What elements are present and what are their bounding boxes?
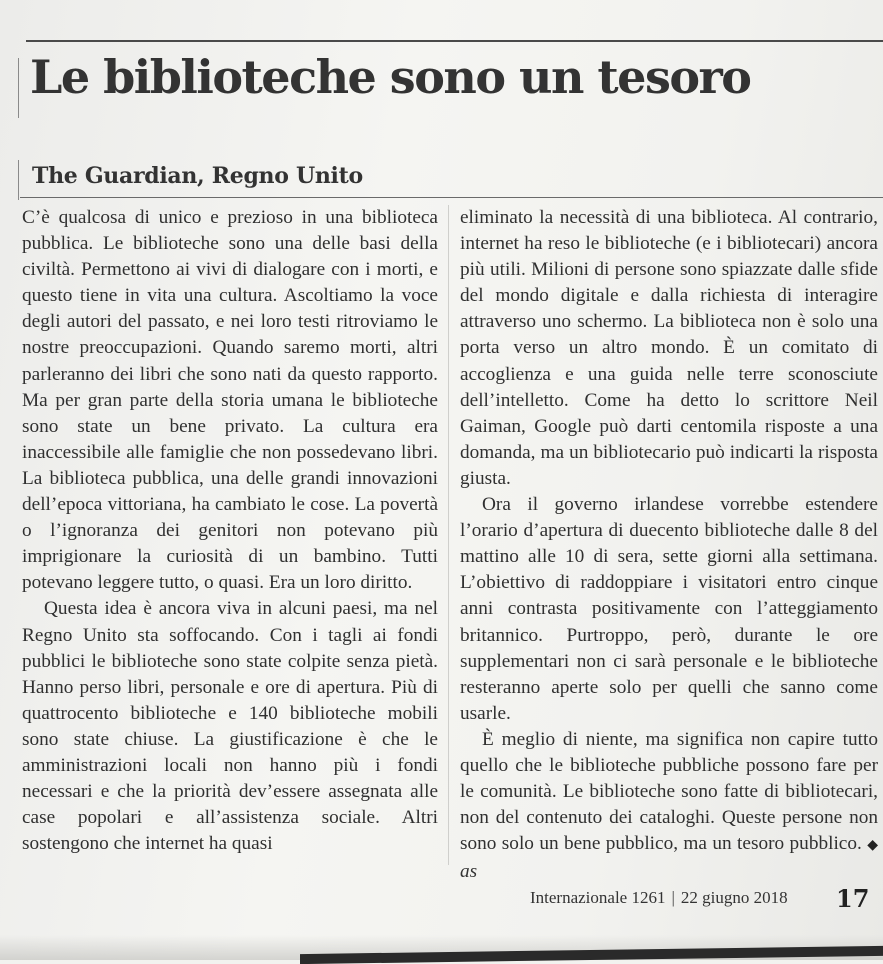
top-rule [26, 40, 883, 42]
page-number: 17 [836, 884, 870, 913]
footer-separator: | [671, 888, 675, 907]
paragraph: C’è qualcosa di unico e prezioso in una biblioteca pubblica. Le biblioteche sono una delle basi della civiltà. Permettono ai vivi di dialogare con i morti, e questo tiene in vita una cultura. Ascoltiamo la voce degli autori del passato, e nei loro testi ritroviamo le nostre preoccupazioni. Quando saremo morti, altri parleranno dei libri che sono nati da questo rapporto. Ma per gran parte della storia umana le biblioteche sono state un bene privato. La cultura era inaccessibile alle famiglie che non possedevano libri. La biblioteca pubblica, una delle grandi innovazioni dell’epoca vittoriana, ha cambiato le cose. La povertà o l’ignoranza dei genitori non potevano più imprigionare la curiosità di un bambino. Tutti potevano leggere tutto, o quasi. Era un loro diritto. [22, 207, 438, 594]
end-mark-icon: ◆ [867, 838, 878, 854]
publication-date: 22 giugno 2018 [680, 888, 788, 907]
paragraph-continued: eliminato la necessità di una biblioteca. Al contrario, internet ha reso le biblioteche (e i bibliotecari) ancora più utili. Milioni di persone sono spiazzate dalle sfide del mondo digitale e dalla richiesta di interagire attraverso uno schermo. La biblioteca non è solo una porta verso un altro mondo. È un comitato di accoglienza e una guida nelle terre sconosciute dell’intelletto. Come ha detto lo scrittore Neil Gaiman, Google può darti centomila risposte a una domanda, ma un bibliotecario può indicarti la risposta giusta. [460, 207, 878, 489]
bleed-through-text [440, 0, 883, 34]
page-footer [530, 888, 788, 908]
paragraph: Questa idea è ancora viva in alcuni paesi, ma nel Regno Unito sta soffocando. Con i tagli ai fondi pubblici le biblioteche sono state colpite senza pietà. Hanno perso libri, personale e ore di apertura. Più di quattrocento biblioteche e 140 biblioteche mobili sono state chiuse. La giustificazione è che le amministrazioni locali non hanno più i fondi necessari e che la priorità dev’essere assegnata alle case popolari e all’assistenza sociale. Altri sostengono che internet ha quasi [22, 598, 438, 855]
source-rule [20, 197, 883, 198]
paragraph-final [460, 727, 878, 886]
publication-issue: Internazionale 1261 [530, 888, 666, 907]
article-headline: Le biblioteche sono un tesoro [30, 50, 751, 104]
article-column-left [22, 205, 438, 857]
author-signature: as [460, 861, 478, 883]
side-rule [18, 58, 19, 118]
article-column-right [460, 205, 878, 885]
column-divider [448, 205, 449, 865]
article-source: The Guardian, Regno Unito [32, 163, 363, 189]
final-paragraph-text: È meglio di niente, ma significa non capire tutto quello che le biblioteche pubbliche possono fare per le comunità. Le biblioteche sono fatte di bibliotecari, non del contenuto dei cataloghi. Queste persone non sono solo un bene pubblico, ma un tesoro pubblico. [460, 728, 878, 855]
paragraph: Ora il governo irlandese vorrebbe estendere l’orario d’apertura di duecento biblioteche dalle 8 del mattino alle 10 di sera, sette giorni alla settimana. L’obiettivo di raddoppiare i visitatori entro cinque anni contrasta positivamente con l’atteggiamento britannico. Purtroppo, però, durante le ore supplementari non ci sarà personale e le biblioteche resteranno aperte solo per quelli che sanno come usarle. [460, 494, 878, 724]
side-rule [18, 160, 19, 200]
